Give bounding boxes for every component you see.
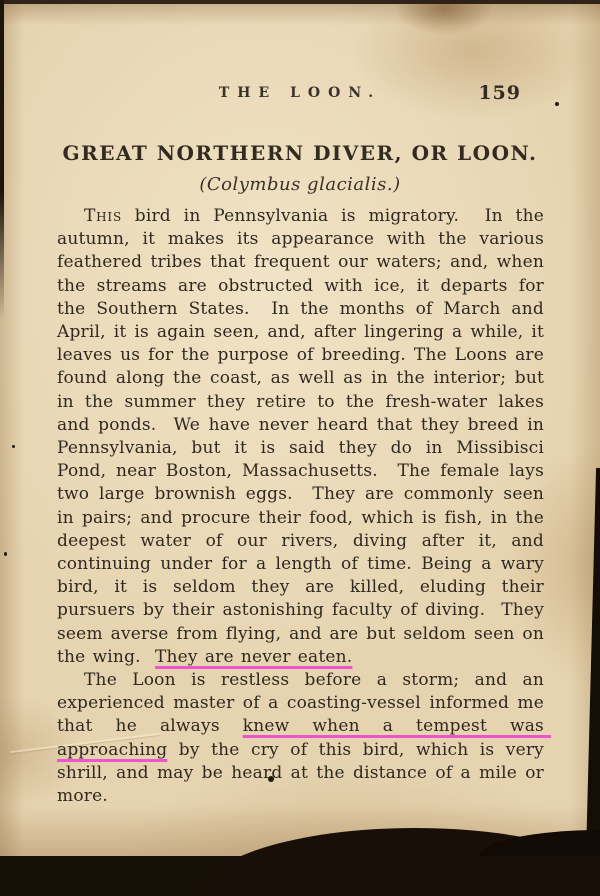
ink-speck: [555, 102, 559, 106]
underlined-phrase: knew when a tempest was approaching: [57, 716, 552, 760]
page-edge-shadow-left: [0, 0, 4, 320]
text-segment: bird in Pennsylvania is migratory. In the autumn, it makes its appearance with the various feathered tribes that frequent our waters; and, when the streams are obstructed with ice, it departs for the Southern States. In the months of March and April, it is again seen, and, after lingering a while, it leaves us for the purpose of breeding. The Loons are found along the coast, as well as in the interior; but in the summer they retire to the fresh-water lakes and ponds. We have never heard that they breed in Pennsylvania, but it is said they do in Missibisci Pond, near Boston, Massachusetts. The female lays two large brownish eggs. They are commonly seen in pairs; and procure their food, which is fish, in the deepest water of our rivers, diving after it, and continuing under for a length of time. Being a wary bird, it is seldom they are killed, eluding their pursuers by their astonishing faculty of diving. They seem averse from flying, and are but seldom seen on the wing.: [57, 206, 552, 667]
ink-speck: [12, 445, 15, 448]
text-segment: by the cry of this bird, which is very shrill, and may be heard at the distance of a mile or more.: [57, 739, 552, 807]
article-subtitle: (Colymbus glacialis.): [199, 174, 401, 195]
page-header: [57, 82, 543, 105]
smallcaps-word: This: [84, 206, 122, 226]
text-segment: The Loon is restless before a storm; and an experienced master of a coasting-vessel informed me that he always: [57, 670, 552, 737]
underlined-phrase: They are never eaten.: [154, 646, 353, 667]
running-title: THE LOON.: [218, 85, 382, 101]
page-edge-shadow-right: [586, 468, 600, 856]
paragraph: [57, 669, 552, 808]
paragraph: [57, 205, 552, 669]
ink-speck: [4, 552, 7, 556]
page-edge-shadow-top: [0, 0, 600, 4]
body-text: [57, 205, 552, 808]
page-number: 159: [478, 82, 521, 104]
title-block: [57, 141, 543, 195]
article-title: GREAT NORTHERN DIVER, OR LOON.: [62, 141, 538, 165]
